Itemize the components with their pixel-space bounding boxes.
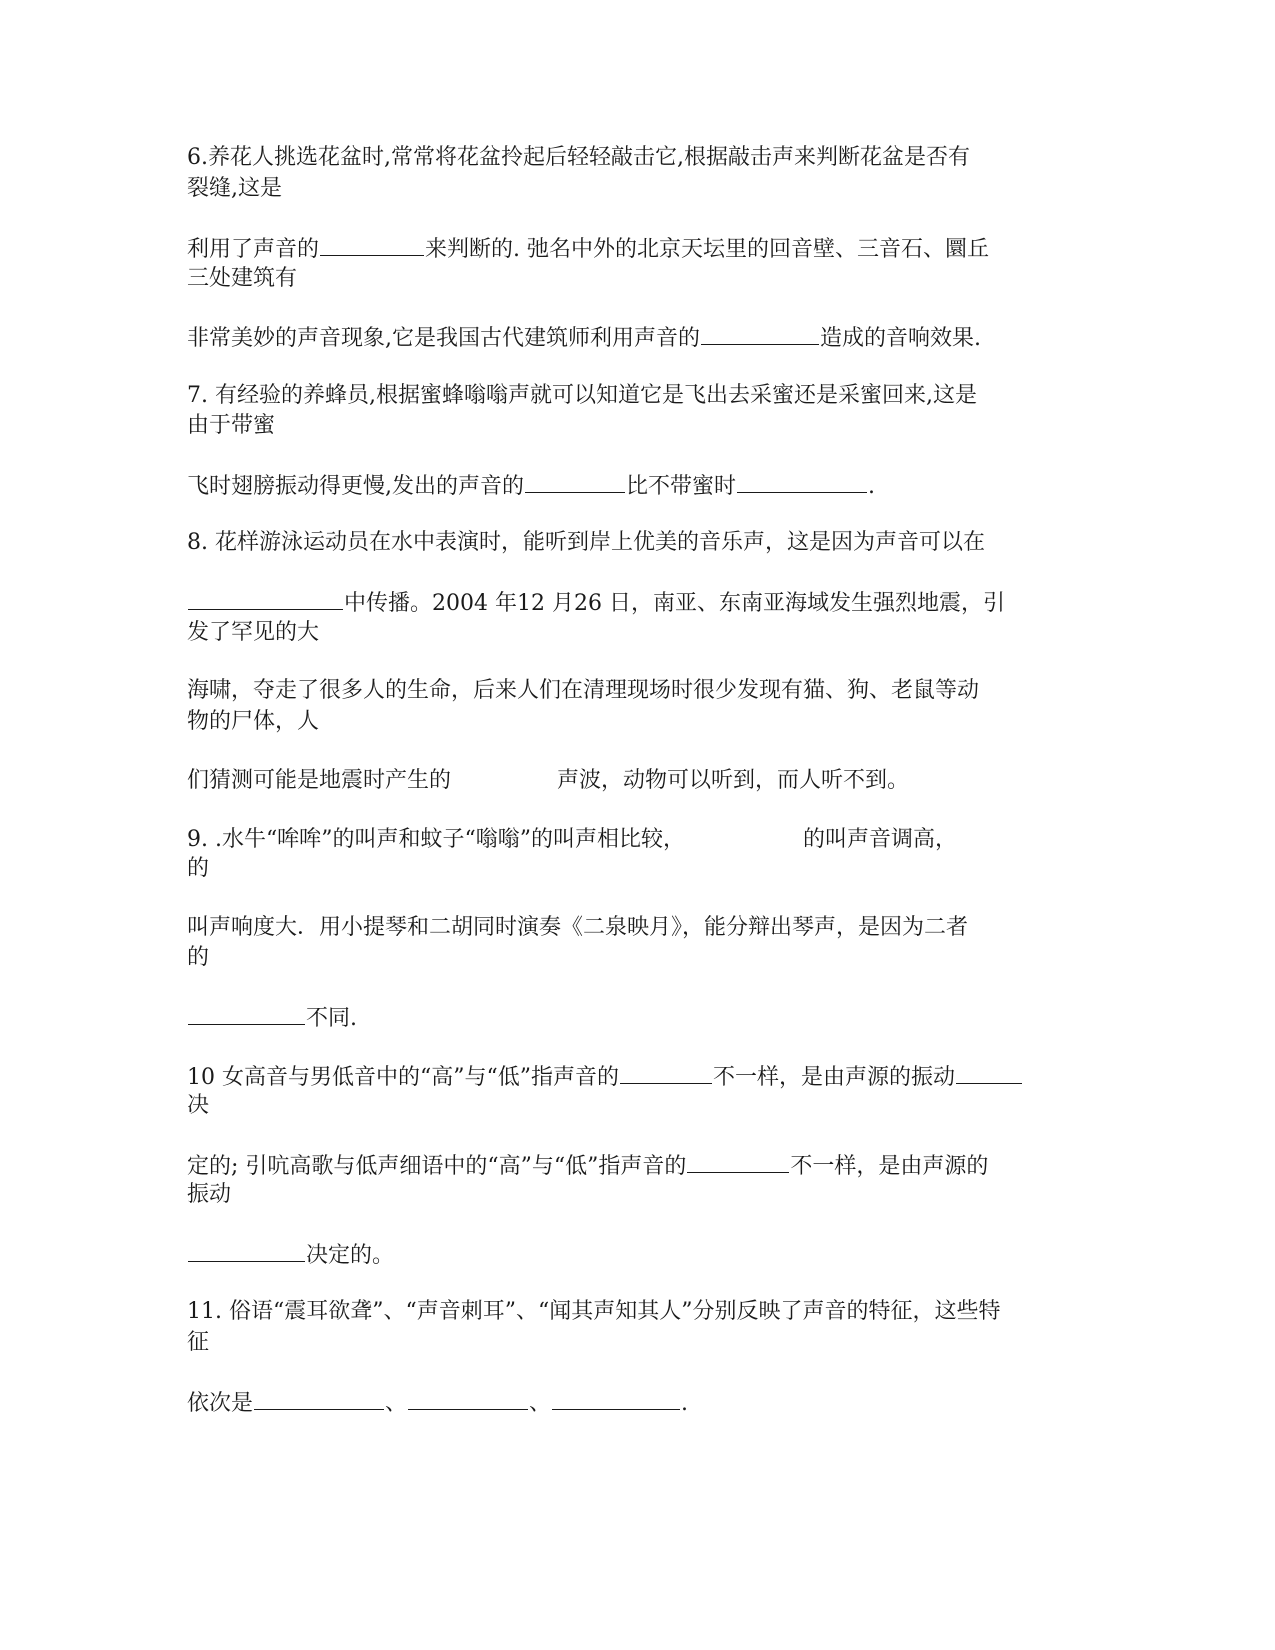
q6-text-3b: 来判断的. 弛名中外的北京天坛里的回音壁、三音石、圜丘	[425, 237, 990, 262]
q10-blank-4[interactable]	[188, 1239, 305, 1262]
q7-line-1	[187, 381, 1087, 411]
q7-blank-1[interactable]	[525, 470, 625, 493]
q8-text-3: 发了罕见的大	[187, 620, 320, 645]
q10-blank-2[interactable]	[956, 1061, 1022, 1084]
q7-text-3a: 飞时翅膀振动得更慢,发出的声音的	[187, 474, 524, 499]
q11-line-3	[187, 1387, 1087, 1419]
q11-text-3c: 、	[529, 1391, 552, 1416]
q10-line-2	[187, 1091, 1087, 1121]
q8-line-2	[187, 587, 1087, 619]
q9-line-4	[187, 943, 1087, 973]
q10-line-3	[187, 1150, 1087, 1182]
q6-blank-2[interactable]	[701, 322, 819, 345]
q8-blank-1[interactable]	[188, 587, 343, 610]
q6-text-5a: 非常美妙的声音现象,它是我国古代建筑师利用声音的	[187, 326, 700, 351]
q8-line-4	[187, 676, 1087, 706]
q6-line-1	[187, 143, 1087, 173]
q7-text-2: 由于带蜜	[187, 413, 276, 438]
q10-line-1	[187, 1061, 1087, 1093]
q6-text-5b: 造成的音响效果.	[820, 326, 981, 351]
q10-text-1a: 10 女高音与男低音中的“高”与“低”指声音的	[187, 1065, 619, 1090]
q11-blank-2[interactable]	[408, 1387, 528, 1410]
q6-line-4	[187, 264, 1087, 294]
q7-text-1: 7. 有经验的养蜂员,根据蜜蜂嗡嗡声就可以知道它是飞出去采蜜还是采蜜回来,这是	[187, 383, 977, 408]
q6-blank-1[interactable]	[320, 233, 424, 256]
q6-text-4: 三处建筑有	[187, 266, 298, 291]
q6-line-3	[187, 233, 1087, 265]
q10-text-5b: 决定的。	[306, 1243, 395, 1268]
q8-line-1	[187, 528, 1087, 558]
q11-line-2	[187, 1328, 1087, 1358]
q9-blank-1[interactable]	[685, 824, 803, 846]
q7-text-3b: 比不带蜜时	[626, 474, 737, 499]
q9-text-1b: 的叫声音调高，	[802, 827, 957, 852]
q6-text-2: 裂缝,这是	[187, 176, 282, 201]
q9-line-3	[187, 913, 1087, 943]
q10-line-4	[187, 1180, 1087, 1210]
q10-text-1b: 不一样，是由声源的振动	[712, 1065, 955, 1090]
q7-text-3c: .	[868, 474, 876, 499]
q6-text-1: 6.养花人挑选花盆时,常常将花盆拎起后轻轻敲击它,根据敲击声来判断花盆是否有	[187, 145, 970, 170]
q7-line-2	[187, 411, 1087, 441]
q10-text-4: 振动	[187, 1182, 232, 1207]
q6-line-5	[187, 322, 1087, 354]
q11-text-3a: 依次是	[187, 1391, 254, 1416]
q10-blank-1[interactable]	[620, 1061, 712, 1084]
q8-text-4: 海啸，夺走了很多人的生命，后来人们在清理现场时很少发现有猫、狗、老鼠等动	[187, 678, 980, 703]
q11-text-2: 征	[187, 1330, 210, 1355]
q10-text-2: 决	[187, 1093, 210, 1118]
q10-blank-3[interactable]	[687, 1150, 789, 1173]
q11-line-1	[187, 1297, 1087, 1327]
q6-text-3a: 利用了声音的	[187, 237, 320, 262]
q8-line-6	[187, 765, 1087, 796]
q10-text-3b: 不一样，是由声源的	[790, 1154, 989, 1179]
q10-text-3a: 定的; 引吭高歌与低声细语中的“高”与“低”指声音的	[187, 1154, 687, 1179]
q9-text-2: 的	[187, 856, 210, 881]
q9-text-4: 的	[187, 945, 210, 970]
q8-text-6b: 声波，动物可以听到，而人听不到。	[557, 768, 910, 793]
q9-line-2	[187, 854, 1087, 884]
q11-blank-3[interactable]	[552, 1387, 680, 1410]
q9-blank-2[interactable]	[188, 1002, 305, 1025]
q7-blank-2[interactable]	[737, 470, 867, 493]
q8-text-2b: 中传播。2004 年12 月26 日，南亚、东南亚海域发生强烈地震，引	[344, 591, 1005, 616]
q8-line-3	[187, 618, 1087, 648]
q11-blank-1[interactable]	[254, 1387, 384, 1410]
q9-text-5b: 不同.	[306, 1006, 357, 1031]
q7-line-3	[187, 470, 1087, 502]
q11-text-1: 11. 俗语“震耳欲聋”、“声音刺耳”、“闻其声知其人”分别反映了声音的特征，这些特	[187, 1299, 1001, 1324]
q8-text-1: 8. 花样游泳运动员在水中表演时，能听到岸上优美的音乐声，这是因为声音可以在	[187, 530, 985, 555]
q9-line-5	[187, 1002, 1087, 1034]
q8-line-5	[187, 707, 1087, 737]
q6-line-2	[187, 174, 1087, 204]
q9-text-1a: 9. .水牛“哞哞”的叫声和蚊子“嗡嗡”的叫声相比较，	[187, 827, 685, 852]
q9-text-3: 叫声响度大．用小提琴和二胡同时演奏《二泉映月》，能分辩出琴声，是因为二者	[187, 915, 969, 940]
q10-line-5	[187, 1239, 1087, 1271]
q11-text-3d: .	[681, 1391, 689, 1416]
q11-text-3b: 、	[385, 1391, 408, 1416]
q8-blank-2[interactable]	[451, 765, 557, 787]
q9-line-1	[187, 824, 1087, 855]
q8-text-6a: 们猜测可能是地震时产生的	[187, 768, 452, 793]
q8-text-5: 物的尸体，人	[187, 709, 320, 734]
